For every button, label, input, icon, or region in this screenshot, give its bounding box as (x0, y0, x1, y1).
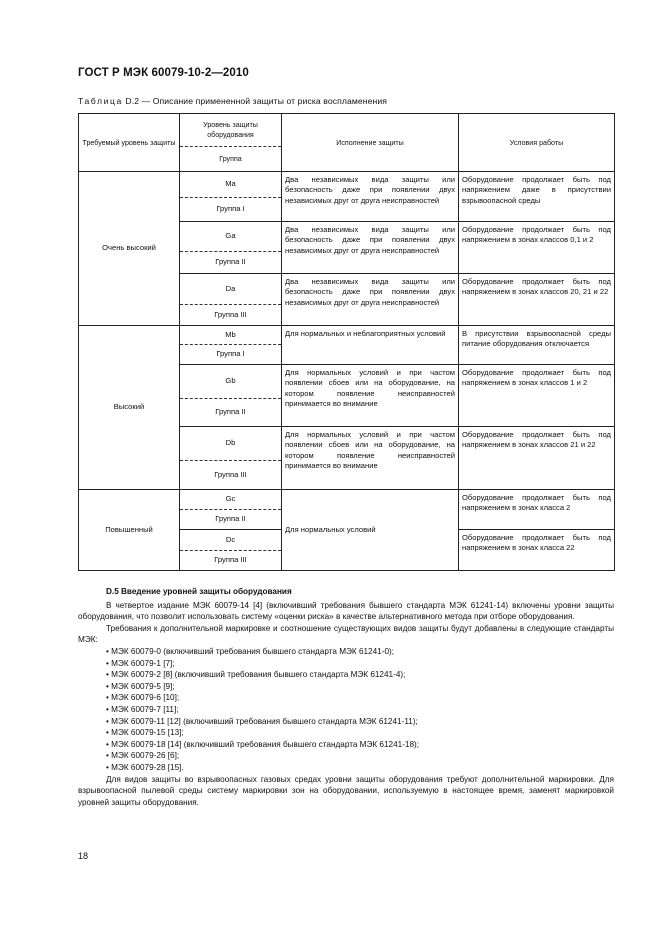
document-header: ГОСТ Р МЭК 60079-10-2—2010 (78, 67, 249, 79)
table-row (79, 172, 615, 198)
table-row (79, 490, 615, 510)
protection-table (78, 113, 615, 571)
header-protection: Исполнение защиты (282, 114, 459, 172)
list-item: • МЭК 60079-7 [11]; (106, 704, 179, 714)
epl-cell: Mb (180, 326, 282, 345)
list-item: • МЭК 60079-26 [6]; (106, 751, 180, 761)
conditions-cell: Оборудование продолжает быть под напряжением в зонах класса 2 (459, 490, 615, 530)
paragraph: Для видов защиты во взрывоопасных газовых средах уровни защиты оборудования требуют дополнительной маркировки. Для взрывоопасной пылевой среды систему маркировки зон на оборудовании, используемую в настоящее время, заменят маркировкой уровней защиты оборудования. (78, 774, 614, 807)
group-cell: Группа III (180, 305, 282, 326)
protection-cell: Для нормальных и неблагоприятных условий (282, 326, 459, 365)
group-cell: Группа II (180, 399, 282, 427)
epl-cell: Db (180, 427, 282, 461)
epl-cell: Ga (180, 222, 282, 252)
group-cell: Группа I (180, 345, 282, 365)
protection-cell: Для нормальных условий (282, 490, 459, 571)
conditions-cell: Оборудование продолжает быть под напряжением в зонах классов 1 и 2 (459, 365, 615, 427)
protection-cell: Для нормальных условий и при частом появлении сбоев или на оборудование, на котором появление неисправностей принимается во внимание (282, 427, 459, 490)
level-cell: Повышенный (79, 490, 180, 571)
list-item: • МЭК 60079-18 [14] (включивший требования бывшего стандарта МЭК 61241-18); (106, 739, 420, 749)
protection-cell: Два независимых вида защиты или безопасность даже при появлении двух независимых друг от друга неисправностей (282, 274, 459, 326)
table-caption (78, 96, 387, 106)
group-cell: Группа II (180, 252, 282, 274)
section-title: D.5 Введение уровней защиты оборудования (106, 587, 292, 596)
group-cell: Группа I (180, 198, 282, 222)
section-d5 (78, 586, 614, 808)
table-caption-word: Таблица (78, 96, 123, 106)
table-row (79, 326, 615, 345)
header-equipment-level: Уровень защиты оборудования (180, 114, 282, 147)
conditions-cell: Оборудование продолжает быть под напряжением в зонах классов 20, 21 и 22 (459, 274, 615, 326)
epl-cell: Da (180, 274, 282, 305)
conditions-cell: Оборудование продолжает быть под напряжением в зонах классов 21 и 22 (459, 427, 615, 490)
list-item: • МЭК 60079-11 [12] (включивший требования бывшего стандарта МЭК 61241-11); (106, 716, 418, 726)
epl-cell: Dc (180, 530, 282, 551)
list-item: • МЭК 60079-0 (включивший требования бывшего стандарта МЭК 61241-0); (106, 646, 394, 656)
table-caption-text: D.2 — Описание примененной защиты от риска воспламенения (125, 96, 387, 106)
header-required-level: Требуемый уровень защиты (79, 114, 180, 172)
protection-cell: Два независимых вида защиты или безопасность даже при появлении двух независимых друг от друга неисправностей (282, 172, 459, 222)
page-number: 18 (78, 851, 89, 861)
header-group: Группа (180, 147, 282, 172)
list-item: • МЭК 60079-15 [13]; (106, 728, 184, 738)
standards-list (78, 646, 614, 774)
paragraph: В четвертое издание МЭК 60079-14 [4] (включивший требования бывшего стандарта МЭК 61241-14) включены уровни защиты оборудования, что позволит использовать систему «оценки риска» в качестве альтернативного метода при отборе оборудования. (78, 600, 614, 622)
paragraph: Требования к дополнительной маркировке и соотношение существующих видов защиты будут добавлены в следующие стандарты МЭК: (78, 623, 614, 645)
list-item: • МЭК 60079-28 [15]. (106, 762, 184, 772)
epl-cell: Gc (180, 490, 282, 510)
conditions-cell: В присутствии взрывоопасной среды питание оборудования отключается (459, 326, 615, 365)
protection-cell: Для нормальных условий и при частом появлении сбоев или на оборудование, на котором появление неисправностей принимается во внимание (282, 365, 459, 427)
list-item: • МЭК 60079-2 [8] (включивший требования бывшего стандарта МЭК 61241-4); (106, 670, 406, 680)
group-cell: Группа III (180, 461, 282, 490)
list-item: • МЭК 60079-6 [10]; (106, 693, 180, 703)
group-cell: Группа III (180, 551, 282, 571)
conditions-cell: Оборудование продолжает быть под напряжением даже в присутствии взрывоопасной среды (459, 172, 615, 222)
level-cell: Высокий (79, 326, 180, 490)
level-cell: Очень высокий (79, 172, 180, 326)
list-item: • МЭК 60079-5 [9]; (106, 681, 175, 691)
epl-cell: Gb (180, 365, 282, 399)
group-cell: Группа II (180, 510, 282, 530)
list-item: • МЭК 60079-1 [7]; (106, 658, 175, 668)
conditions-cell: Оборудование продолжает быть под напряжением в зонах классов 0,1 и 2 (459, 222, 615, 274)
conditions-cell: Оборудование продолжает быть под напряжением в зонах класса 22 (459, 530, 615, 571)
header-conditions: Условия работы (459, 114, 615, 172)
protection-cell: Два независимых вида защиты или безопасность даже при появлении двух независимых друг от друга неисправностей (282, 222, 459, 274)
epl-cell: Ma (180, 172, 282, 198)
